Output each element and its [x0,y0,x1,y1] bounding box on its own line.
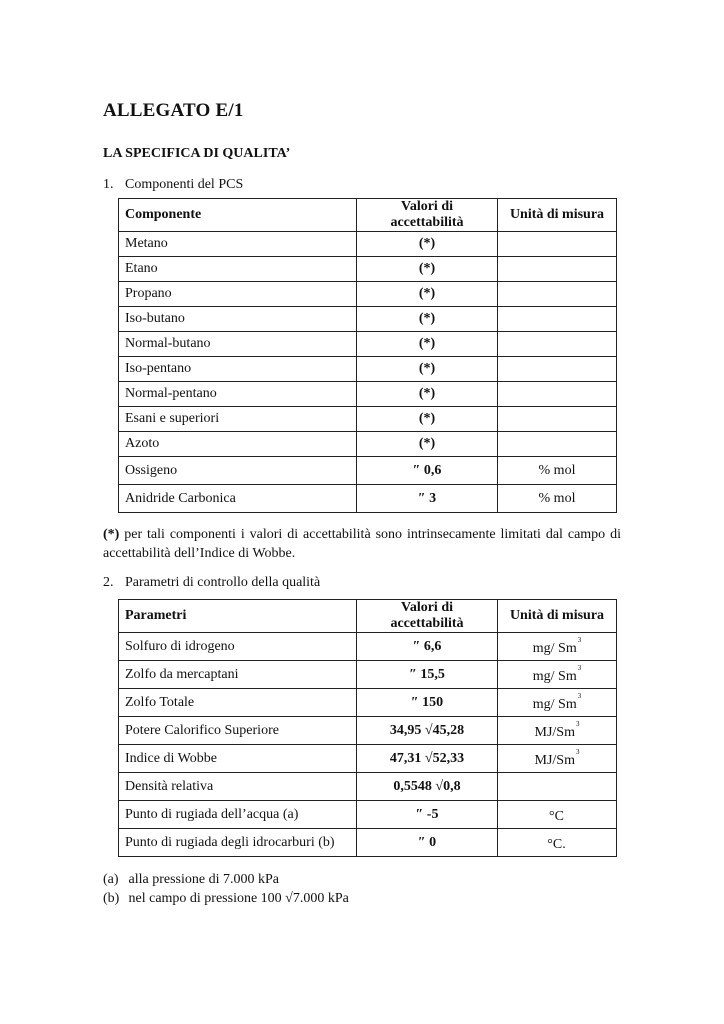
parameter-unit: mg/ Sm$^3$ [498,661,617,689]
column-header: Componente [119,199,357,232]
table-row [119,282,617,307]
section-label: Componenti del PCS [125,177,244,192]
parameter-unit: mg/ Sm$^3$ [498,633,617,661]
component-unit [498,332,617,357]
component-value: (*) [357,257,498,282]
component-unit [498,357,617,382]
note-marker: (*) [103,527,120,542]
parameter-unit: MJ/Sm$^3$ [498,717,617,745]
component-unit [498,407,617,432]
table-row [119,332,617,357]
table-row [119,357,617,382]
parameter-name: Potere Calorifico Superiore [119,717,357,745]
table-row [119,485,617,513]
component-unit [498,232,617,257]
component-value: (*) [357,407,498,432]
table-row [119,457,617,485]
component-name: Azoto [119,432,357,457]
component-unit [498,282,617,307]
parameter-unit: MJ/Sm$^3$ [498,745,617,773]
components-table [118,198,617,513]
component-name: Metano [119,232,357,257]
table-row [119,432,617,457]
component-value: (*) [357,232,498,257]
component-unit [498,432,617,457]
table-row [119,829,617,857]
table-row [119,382,617,407]
section-number: 1. [103,177,114,192]
table-row [119,801,617,829]
section-number: 2. [103,575,114,590]
footnote-label: (a) [103,872,119,887]
table-row [119,661,617,689]
parameter-unit: °C [498,801,617,829]
parameter-value: ″ -5 [357,801,498,829]
footnote-text: alla pressione di 7.000 kPa [128,872,279,887]
component-value: ″ 3 [357,485,498,513]
parameter-value: ″ 150 [357,689,498,717]
parameter-unit [498,773,617,801]
document-subtitle: LA SPECIFICA DI QUALITA’ [103,146,291,161]
component-value: (*) [357,382,498,407]
component-value: (*) [357,307,498,332]
column-header: Unità di misura [498,600,617,633]
component-name: Esani e superiori [119,407,357,432]
parameter-name: Zolfo da mercaptani [119,661,357,689]
parameter-name: Indice di Wobbe [119,745,357,773]
component-value: (*) [357,432,498,457]
footnote-b [103,891,349,907]
table-row [119,689,617,717]
component-name: Iso-pentano [119,357,357,382]
table-row [119,407,617,432]
note-text: per tali componenti i valori di accettabilità sono intrinsecamente limitati dal campo di accettabilità dell’Indice di Wobbe. [103,527,621,561]
table-row [119,307,617,332]
component-value: (*) [357,357,498,382]
parameter-value: ″ 6,6 [357,633,498,661]
parameter-unit: °C. [498,829,617,857]
table-header-row [119,199,617,232]
footnote-a [103,872,279,888]
parameter-value: 0,5548 √0,8 [357,773,498,801]
table-note [103,525,621,563]
section-2-heading [103,575,320,591]
table-row [119,745,617,773]
table-row [119,633,617,661]
section-label: Parametri di controllo della qualità [125,575,321,590]
component-name: Etano [119,257,357,282]
footnote-text: nel campo di pressione 100 √7.000 kPa [128,891,349,906]
component-unit [498,382,617,407]
table-row [119,773,617,801]
column-header: Valori di accettabilità [357,199,498,232]
parameter-name: Punto di rugiada degli idrocarburi (b) [119,829,357,857]
quality-parameters-table [118,599,617,857]
component-name: Normal-butano [119,332,357,357]
component-unit: % mol [498,485,617,513]
column-header: Valori di accettabilità [357,600,498,633]
table-row [119,257,617,282]
component-name: Iso-butano [119,307,357,332]
parameter-value: 34,95 √45,28 [357,717,498,745]
component-name: Propano [119,282,357,307]
component-value: (*) [357,332,498,357]
component-value: (*) [357,282,498,307]
component-unit: % mol [498,457,617,485]
component-unit [498,307,617,332]
table-row [119,717,617,745]
column-header: Unità di misura [498,199,617,232]
parameter-value: ″ 15,5 [357,661,498,689]
component-unit [498,257,617,282]
footnote-label: (b) [103,891,120,906]
component-name: Ossigeno [119,457,357,485]
document-title: ALLEGATO E/1 [103,100,244,121]
table-row [119,232,617,257]
parameter-name: Solfuro di idrogeno [119,633,357,661]
table-header-row [119,600,617,633]
parameter-name: Punto di rugiada dell’acqua (a) [119,801,357,829]
parameter-value: ″ 0 [357,829,498,857]
section-1-heading [103,177,243,193]
parameter-value: 47,31 √52,33 [357,745,498,773]
column-header: Parametri [119,600,357,633]
component-name: Anidride Carbonica [119,485,357,513]
parameter-unit: mg/ Sm$^3$ [498,689,617,717]
parameter-name: Densità relativa [119,773,357,801]
component-name: Normal-pentano [119,382,357,407]
parameter-name: Zolfo Totale [119,689,357,717]
component-value: ″ 0,6 [357,457,498,485]
